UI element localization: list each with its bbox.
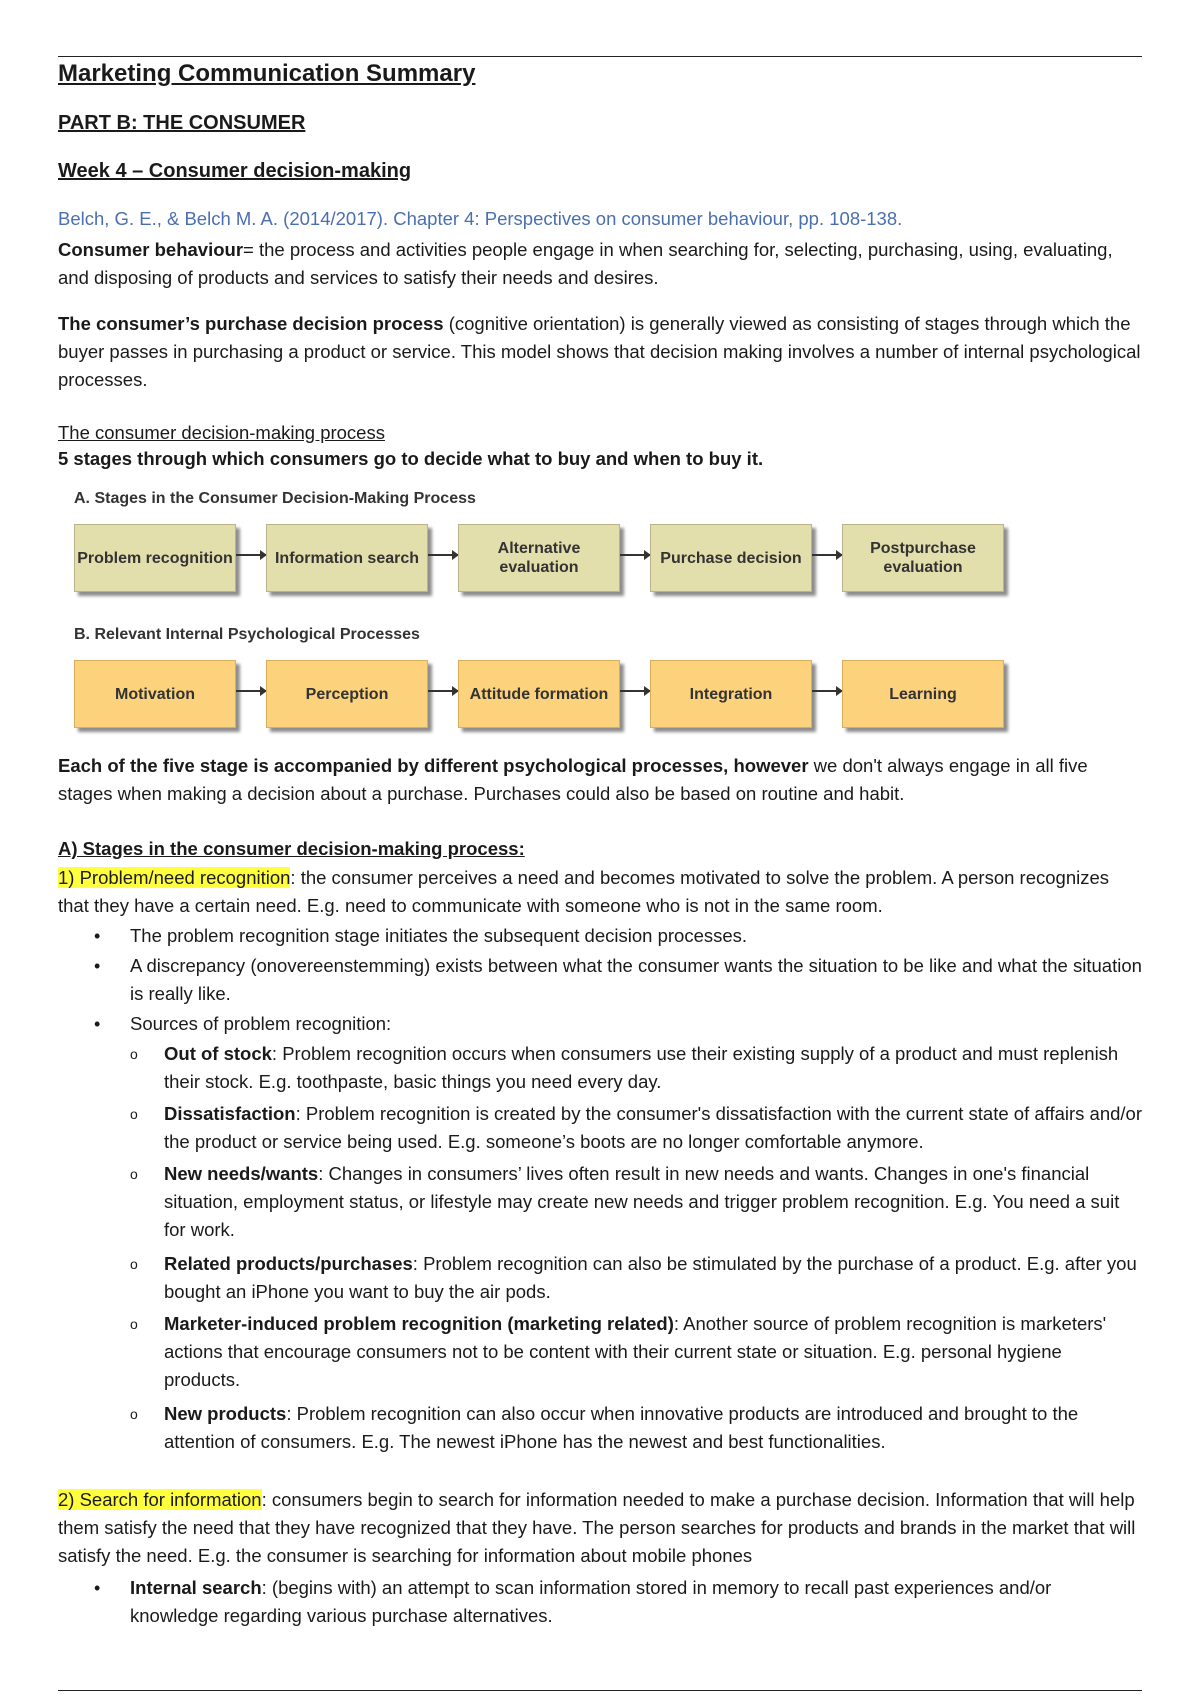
- bullet-text: The problem recognition stage initiates the subsequent decision processes.: [130, 925, 748, 946]
- process-box-integration: Integration: [650, 660, 812, 728]
- part-heading: PART B: THE CONSUMER: [58, 112, 306, 134]
- stages-note-rest: we don't always engage in all five stages when making a decision about a purchase. Purchases could also be based on routine and habit.: [58, 755, 1088, 804]
- stage-row-b: [74, 660, 1014, 730]
- source-text: : Another source of problem recognition is marketers' actions that encourage consumers not to be content with their current state or situation. E.g. personal hygiene products.: [164, 1313, 1107, 1390]
- pdp-def: (cognitive orientation) is generally viewed as consisting of stages through which the buyer passes in purchasing a product or service. This model shows that decision making involves a number of internal psychological processes.: [58, 313, 1141, 390]
- source-term: New products: [164, 1403, 287, 1424]
- pdp-term: The consumer’s purchase decision process: [58, 313, 444, 334]
- step2-paragraph: [58, 1486, 1142, 1570]
- stage-box-problem-recognition: Problem recognition: [74, 524, 236, 592]
- step1-paragraph: [58, 864, 1142, 920]
- process-box-perception: Perception: [266, 660, 428, 728]
- stage-box-information-search: Information search: [266, 524, 428, 592]
- purchase-decision-definition: [58, 310, 1142, 394]
- step2-label: 2) Search for information: [58, 1489, 262, 1510]
- bullet-icon: •: [94, 956, 101, 976]
- bullet-text: Sources of problem recognition:: [130, 1013, 392, 1034]
- arrow-icon: [812, 690, 842, 692]
- circle-bullet-icon: o: [130, 1256, 138, 1272]
- arrow-icon: [236, 690, 266, 692]
- source-term: Dissatisfaction: [164, 1103, 296, 1124]
- circle-bullet-icon: o: [130, 1406, 138, 1422]
- process-subheading: 5 stages through which consumers go to decide what to buy and when to buy it.: [58, 448, 764, 469]
- source-text: : Problem recognition can also be stimulated by the purchase of a product. E.g. after you bought an iPhone you want to buy the air pods.: [164, 1253, 1137, 1302]
- diagram-label-a: A. Stages in the Consumer Decision-Making Process: [74, 490, 476, 507]
- internal-term: Internal search: [130, 1577, 262, 1598]
- circle-bullet-icon: o: [130, 1166, 138, 1182]
- source-text: : Problem recognition is created by the consumer's dissatisfaction with the current state of affairs and/or the product or service being used. E.g. someone’s boots are no longer comfortable anymore.: [164, 1103, 1142, 1152]
- bullet-icon: •: [94, 1578, 101, 1598]
- circle-bullet-icon: o: [130, 1316, 138, 1332]
- reference: Belch, G. E., & Belch M. A. (2014/2017). Chapter 4: Perspectives on consumer behaviour, pp. 108-138.: [58, 208, 903, 229]
- diagram-label-b: B. Relevant Internal Psychological Processes: [74, 626, 420, 643]
- source-term: Out of stock: [164, 1043, 272, 1064]
- source-text: : Problem recognition occurs when consumers use their existing supply of a product and must replenish their stock. E.g. toothpaste, basic things you need every day.: [164, 1043, 1119, 1092]
- top-rule: [58, 56, 1142, 57]
- stage-box-purchase-decision: Purchase decision: [650, 524, 812, 592]
- stages-note: [58, 752, 1142, 808]
- process-box-attitude-formation: Attitude formation: [458, 660, 620, 728]
- circle-bullet-icon: o: [130, 1046, 138, 1062]
- bullet-icon: •: [94, 1014, 101, 1034]
- source-term: Related products/purchases: [164, 1253, 413, 1274]
- step1-text: : the consumer perceives a need and becomes motivated to solve the problem. A person recognizes that they have a certain need. E.g. need to communicate with someone who is not in the same room.: [58, 867, 1110, 916]
- stage-box-postpurchase-evaluation: Postpurchase evaluation: [842, 524, 1004, 592]
- consumer-behaviour-definition: [58, 236, 1142, 292]
- arrow-icon: [812, 554, 842, 556]
- week-heading: Week 4 – Consumer decision-making: [58, 160, 412, 182]
- process-heading: The consumer decision-making process: [58, 422, 385, 443]
- cb-term: Consumer behaviour: [58, 239, 244, 260]
- circle-bullet-icon: o: [130, 1106, 138, 1122]
- internal-text: : (begins with) an attempt to scan information stored in memory to recall past experiences and/or knowledge regarding various purchase alternatives.: [130, 1577, 1052, 1626]
- process-box-motivation: Motivation: [74, 660, 236, 728]
- arrow-icon: [428, 554, 458, 556]
- bullet-icon: •: [94, 926, 101, 946]
- source-text: : Changes in consumers’ lives often result in new needs and wants. Changes in one's financial situation, employment status, or lifestyle may create new needs and trigger problem recognition. E.g. You need a suit for work.: [164, 1163, 1120, 1240]
- stage-row-a: [74, 524, 1014, 594]
- arrow-icon: [620, 690, 650, 692]
- source-text: : Problem recognition can also occur when innovative products are introduced and brought to the attention of consumers. E.g. The newest iPhone has the newest and best functionalities.: [164, 1403, 1079, 1452]
- cb-def: = the process and activities people engage in when searching for, selecting, purchasing, using, evaluating, and disposing of products and services to satisfy their needs and desires.: [58, 239, 1113, 288]
- process-box-learning: Learning: [842, 660, 1004, 728]
- arrow-icon: [428, 690, 458, 692]
- step2-text: : consumers begin to search for information needed to make a purchase decision. Information that will help them satisfy the need that they have recognized that they have. The person searches for products and brands in the market that will satisfy the need. E.g. the consumer is searching for information about mobile phones: [58, 1489, 1136, 1566]
- bullet-text: A discrepancy (onovereenstemming) exists between what the consumer wants the situation to be like and what the situation is really like.: [130, 955, 1142, 1004]
- source-term: Marketer-induced problem recognition (marketing related): [164, 1313, 674, 1334]
- arrow-icon: [236, 554, 266, 556]
- arrow-icon: [620, 554, 650, 556]
- doc-title: Marketing Communication Summary: [58, 60, 476, 87]
- section-a-heading: A) Stages in the consumer decision-making process:: [58, 838, 525, 859]
- stage-box-alternative-evaluation: Alternative evaluation: [458, 524, 620, 592]
- source-term: New needs/wants: [164, 1163, 319, 1184]
- step1-label: 1) Problem/need recognition: [58, 867, 291, 888]
- stages-note-bold: Each of the five stage is accompanied by different psychological processes, however: [58, 755, 809, 776]
- bottom-rule: [58, 1690, 1142, 1691]
